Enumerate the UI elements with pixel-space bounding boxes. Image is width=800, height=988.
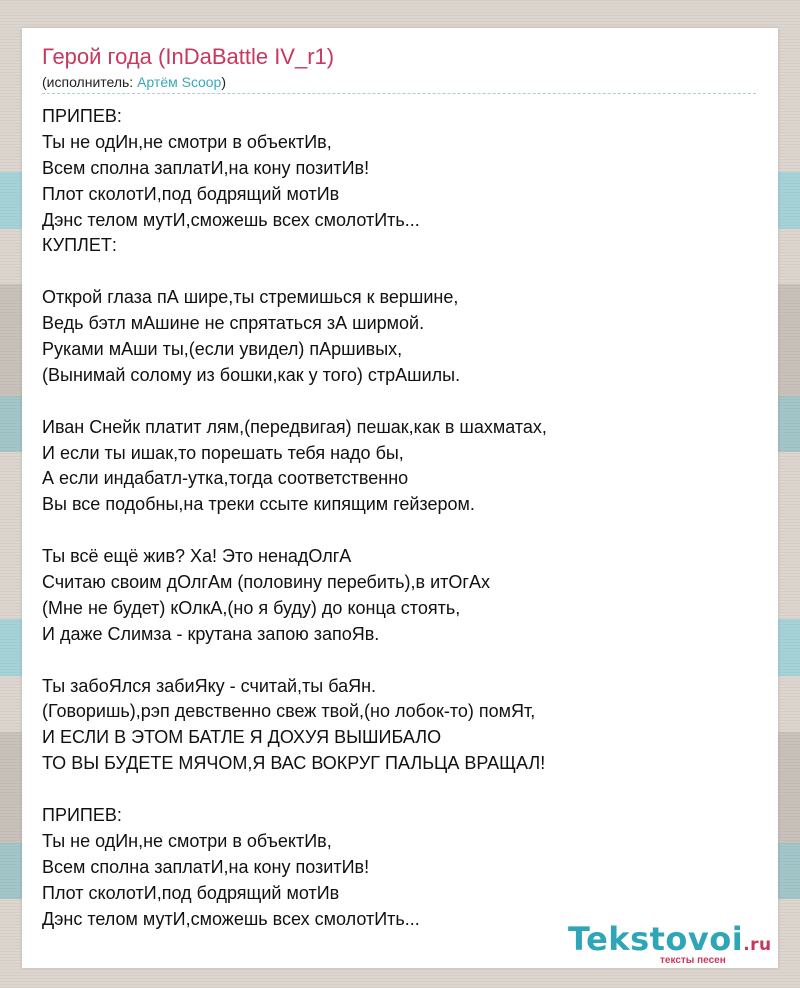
lyric-line: [42, 389, 762, 415]
lyrics-text: [42, 104, 762, 933]
lyric-line: Плот сколотИ,под бодрящий мотИв: [42, 183, 340, 204]
lyric-line: И если ты ишак,то порешать тебя надо бы,: [42, 442, 404, 463]
lyric-line: ПРИПЕВ:: [42, 805, 122, 826]
lyric-line: Дэнс телом мутИ,сможешь всех смолотИть...: [42, 908, 420, 929]
title-divider: [42, 93, 756, 94]
lyric-line: [42, 777, 762, 803]
lyric-line: Всем сполна заплатИ,на кону позитИв!: [42, 157, 370, 178]
artist-byline: [42, 74, 226, 90]
lyric-line: Иван Снейк платит лям,(передвигая) пешак,как в шахматах,: [42, 416, 547, 437]
lyric-line: И даже Слимза - крутана запою запоЯв.: [42, 623, 380, 644]
lyric-line: Открой глаза пА шире,ты стремишься к вершине,: [42, 287, 459, 308]
lyric-line: [42, 518, 762, 544]
lyric-line: ТО ВЫ БУДЕТЕ МЯЧОМ,Я ВАС ВОКРУГ ПАЛЬЦА ВРАЩАЛ!: [42, 753, 546, 774]
lyric-line: А если индабатл-утка,тогда соответственно: [42, 468, 409, 489]
lyric-line: (Говоришь),рэп девственно свеж твой,(но лобок-то) помЯт,: [42, 701, 536, 722]
site-logo[interactable]: [568, 920, 778, 968]
lyric-line: Вы все подобны,на треки ссыте кипящим гейзером.: [42, 494, 475, 515]
lyric-line: Всем сполна заплатИ,на кону позитИв!: [42, 856, 370, 877]
lyric-line: Считаю своим дОлгАм (половину перебить),в итОгАх: [42, 572, 490, 593]
lyric-line: Ведь бэтл мАшине не спрятаться зА ширмой.: [42, 313, 425, 334]
logo-tld: .ru: [743, 935, 772, 955]
lyric-line: (Мне не будет) кОлкА,(но я буду) до конца стоять,: [42, 597, 461, 618]
lyric-line: Ты всё ещё жив? Ха! Это ненадОлгА: [42, 546, 352, 567]
logo-wordmark: [568, 920, 772, 958]
byline-suffix: ): [221, 74, 226, 90]
lyric-line: Ты не одИн,не смотри в объектИв,: [42, 830, 332, 851]
lyrics-card: [22, 28, 778, 968]
logo-main-text: Tekstovoi: [568, 920, 744, 958]
lyric-line: Ты не одИн,не смотри в объектИв,: [42, 131, 332, 152]
song-title: Герой года (InDaBattle IV_r1): [42, 44, 335, 69]
lyric-line: [42, 648, 762, 674]
lyric-line: Плот сколотИ,под бодрящий мотИв: [42, 882, 340, 903]
lyric-line: Руками мАши ты,(если увидел) пАршивых,: [42, 339, 403, 360]
lyric-line: ПРИПЕВ:: [42, 106, 122, 126]
artist-link[interactable]: Артём Scoop: [137, 74, 222, 90]
lyric-line: [42, 259, 762, 285]
lyric-line: (Вынимай солому из бошки,как у того) стрАшилы.: [42, 364, 461, 385]
lyric-line: Дэнс телом мутИ,сможешь всех смолотИть...: [42, 209, 420, 230]
lyric-line: КУПЛЕТ:: [42, 235, 117, 256]
byline-prefix: (исполнитель:: [42, 74, 138, 90]
lyric-line: И ЕСЛИ В ЭТОМ БАТЛЕ Я ДОХУЯ ВЫШИБАЛО: [42, 727, 442, 748]
logo-subtitle: тексты песен: [660, 955, 726, 966]
lyric-line: Ты забоЯлся забиЯку - считай,ты баЯн.: [42, 675, 377, 696]
